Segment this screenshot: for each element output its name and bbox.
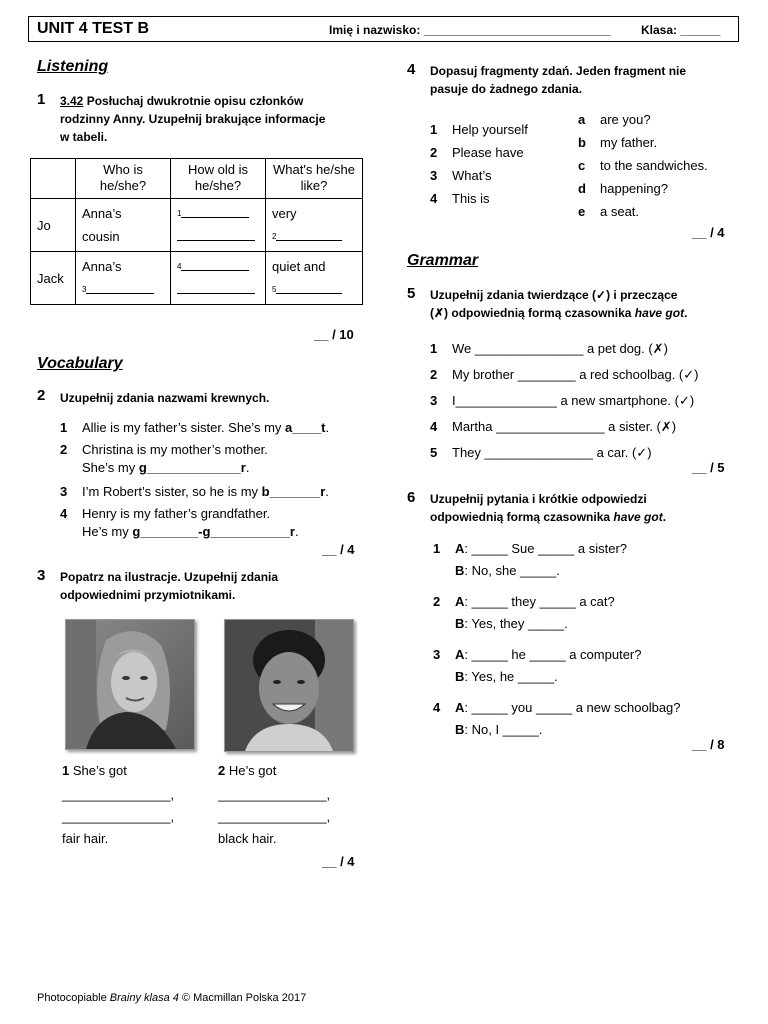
match-left-list [430,118,528,210]
woman-portrait-image [66,620,194,749]
answer-blank[interactable] [177,240,255,241]
question-4-number: 4 [407,61,416,78]
list-item: 3 I’m Robert’s sister, so he is my b_______r. [60,484,329,499]
question-6-score[interactable]: __ / 8 [692,737,725,752]
list-item: 4 This is [430,191,490,206]
answer-blank[interactable]: g________-g___________r [132,524,295,539]
list-item: 4 A: _____ you _____ a new schoolbag? B: No, I _____. [433,700,681,737]
question-4-score[interactable]: __ / 4 [692,225,725,240]
answer-blank[interactable]: _______________, [218,787,331,802]
listening-heading: Listening [37,58,109,75]
woman-photo [65,619,195,750]
list-item: 1 Allie is my father’s sister. She’s my a____t. [60,420,330,435]
answer-blank[interactable] [177,293,255,294]
grammar-heading: Grammar [407,252,479,269]
question-5-score[interactable]: __ / 5 [692,460,725,475]
answer-blank[interactable]: b_______r [261,484,326,499]
answer-blank[interactable]: _______________, [62,787,175,802]
question-4-instruction: Dopasuj fragmenty zdań. Jeden fragment nie pasuje do żadnego zdania. [430,64,687,96]
list-item: a are you? [578,112,651,127]
question-6-number: 6 [407,489,416,506]
list-item: 3 I______________ a new smartphone. (✓) [430,393,695,408]
column-header-age: How old is he/she? [171,159,266,199]
table-row: Jack Anna’s $^3$ $^4$ quiet and $^5$ [31,252,363,305]
question-5-number: 5 [407,285,416,302]
list-item: 4 Martha _______________ a sister. (✗) [430,419,677,434]
question-5-instruction: Uzupełnij zdania twierdzące (✓) i przeczące (✗) odpowiednią formą czasownika have got. [430,288,688,320]
list-item: 3 A: _____ he _____ a computer? B: Yes, he _____. [433,647,642,684]
list-item: c to the sandwiches. [578,158,708,173]
list-item: 2 A: _____ they _____ a cat? B: Yes, they _____. [433,594,615,631]
list-item: 2 He’s got [218,763,277,778]
question-1-number: 1 [37,91,46,108]
listening-table [30,158,363,305]
answer-blank[interactable] [276,293,342,294]
list-item: 3 What’s [430,168,492,183]
column-header-who: Who is he/she? [76,159,171,199]
item-ending: black hair. [218,831,277,846]
footer-copyright: Photocopiable Brainy klasa 4 © Macmillan Polska 2017 [37,992,307,1004]
item-ending: fair hair. [62,831,109,846]
list-item: 5 They _______________ a car. (✓) [430,445,652,460]
column-header-like: What's he/she like? [266,159,363,199]
answer-blank[interactable]: g_____________r [138,460,246,475]
test-header [28,16,739,42]
match-right-list [578,108,708,223]
man-portrait-image [225,620,353,751]
row-name: Jo [31,199,76,252]
question-2-number: 2 [37,387,46,404]
question-3-score[interactable]: __ / 4 [322,854,355,869]
track-number: 3.42 [60,94,84,108]
answer-blank[interactable] [181,270,249,271]
list-item: b my father. [578,135,658,150]
answer-blank[interactable] [276,240,342,241]
list-item: 2 My brother ________ a red schoolbag. (✓) [430,367,699,382]
answer-blank[interactable] [86,293,154,294]
question-1-instruction: 3.42 Posłuchaj dwukrotnie opisu członków rodzinny Anny. Uzupełnij brakujące informacje w tabeli. [60,94,326,144]
list-item: 2 Please have [430,145,524,160]
answer-blank[interactable]: a____t [285,420,326,435]
list-item: e a seat. [578,204,640,219]
man-photo [224,619,354,752]
question-6-instruction: Uzupełnij pytania i krótkie odpowiedzi odpowiednią formą czasownika have got. [430,492,667,524]
list-item: 1 A: _____ Sue _____ a sister? B: No, she _____. [433,541,628,578]
list-item: d happening? [578,181,668,196]
list-item: 4 Henry is my father’s grandfather. He’s my g________-g___________r. [60,506,299,539]
answer-blank[interactable] [181,217,249,218]
answer-blank[interactable]: _______________, [218,809,331,824]
list-item: 1 We _______________ a pet dog. (✗) [430,341,668,356]
question-3-number: 3 [37,567,46,584]
question-2-instruction: Uzupełnij zdania nazwami krewnych. [60,391,270,405]
test-title: UNIT 4 TEST B [37,20,150,37]
list-item: 1 She’s got [62,763,127,778]
list-item: 1 Help yourself [430,122,528,137]
listening-score[interactable]: __ / 10 [314,327,354,342]
answer-blank[interactable]: _______________, [62,809,175,824]
list-item: 2 Christina is my mother’s mother. She’s my g_____________r. [60,442,268,475]
name-field-label[interactable]: Imię i nazwisko: ____________________________ [329,23,611,37]
question-3-instruction: Popatrz na ilustracje. Uzupełnij zdania odpowiednimi przymiotnikami. [60,570,279,602]
question-5-list [430,336,698,466]
vocabulary-heading: Vocabulary [37,355,123,372]
question-2-score[interactable]: __ / 4 [322,542,355,557]
class-field-label[interactable]: Klasa: ______ [641,23,721,37]
row-name: Jack [31,252,76,305]
table-row: Jo Anna’s cousin $^1$ very $^2$ [31,199,363,252]
